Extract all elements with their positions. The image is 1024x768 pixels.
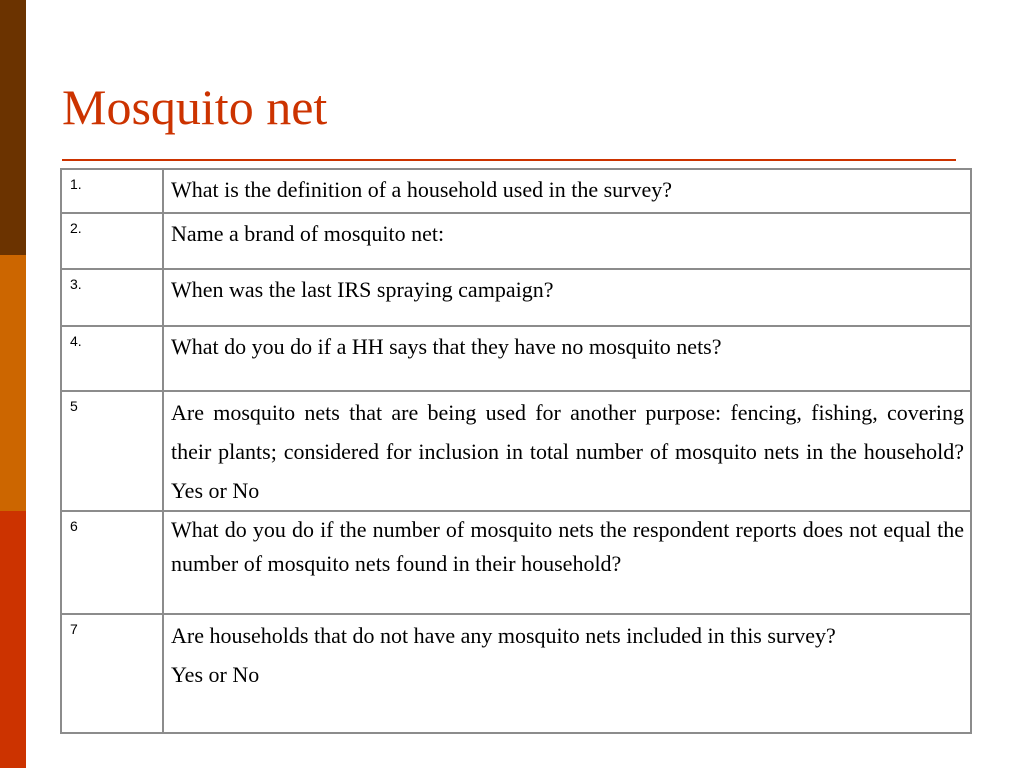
- question-number: 4.: [61, 326, 163, 391]
- question-number: 6: [61, 511, 163, 614]
- table-row: [61, 614, 971, 733]
- question-number: 5: [61, 391, 163, 511]
- questions-table: [60, 168, 972, 734]
- question-text: Name a brand of mosquito net:: [163, 213, 971, 269]
- question-text: Are mosquito nets that are being used for another purpose: fencing, fishing, covering their plants; considered for inclusion in total number of mosquito nets in the household? Yes or No: [163, 391, 971, 511]
- question-cell: [163, 614, 971, 733]
- accent-bar-bottom: [0, 511, 26, 768]
- question-number: 7: [61, 614, 163, 733]
- question-number: 2.: [61, 213, 163, 269]
- question-text: When was the last IRS spraying campaign?: [163, 269, 971, 326]
- table-row: [61, 169, 971, 213]
- answer-options: Yes or No: [171, 662, 260, 687]
- table-row: [61, 213, 971, 269]
- table-row: [61, 326, 971, 391]
- question-text: What do you do if a HH says that they have no mosquito nets?: [163, 326, 971, 391]
- accent-bar-top: [0, 0, 26, 255]
- table-row: [61, 269, 971, 326]
- question-text: What do you do if the number of mosquito nets the respondent reports does not equal the number of mosquito nets found in their household?: [163, 511, 971, 614]
- slide-title: Mosquito net: [62, 79, 328, 135]
- question-text: Are households that do not have any mosquito nets included in this survey?: [171, 623, 836, 648]
- question-number: 1.: [61, 169, 163, 213]
- table-row: [61, 391, 971, 511]
- accent-bar-middle: [0, 255, 26, 511]
- question-text: What is the definition of a household used in the survey?: [163, 169, 971, 213]
- question-number: 3.: [61, 269, 163, 326]
- table-row: [61, 511, 971, 614]
- title-underline: [62, 159, 956, 161]
